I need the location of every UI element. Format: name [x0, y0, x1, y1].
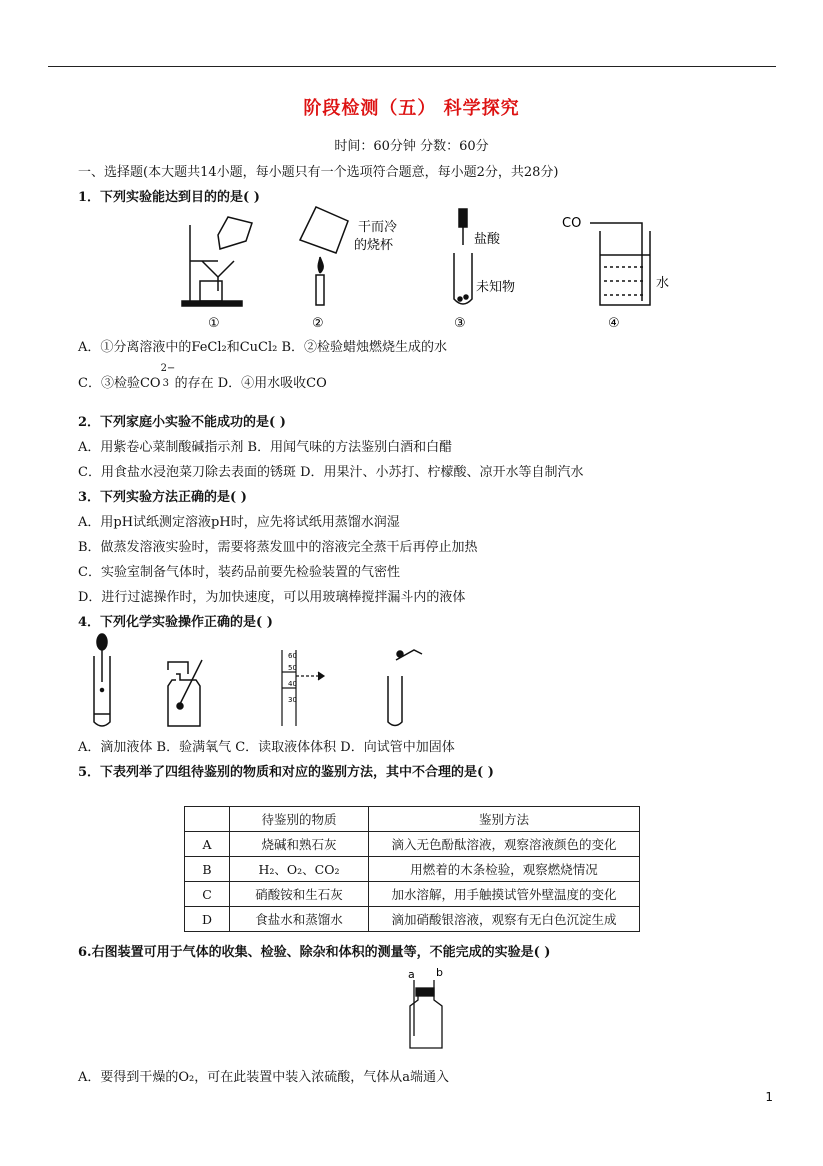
table-header-cell: 鉴别方法 — [369, 807, 640, 832]
co-label: CO — [562, 216, 582, 231]
table-header-row — [185, 807, 640, 832]
page-number: 1 — [765, 1090, 773, 1104]
table-row: C 硝酸铵和生石灰 加水溶解，用手触摸试管外壁温度的变化 — [185, 882, 640, 907]
water-label: 水 — [656, 276, 670, 291]
scale-60: 60 — [288, 652, 297, 660]
q1-options-cd — [78, 363, 327, 391]
dropper-figure — [94, 634, 110, 726]
q1-options-ab: A．①分离溶液中的FeCl₂和CuCl₂ B．②检验蜡烛燃烧生成的水 — [78, 340, 448, 355]
candle-beaker — [300, 207, 348, 305]
q4-options: A．滴加液体 B．验满氧气 C．读取液体体积 D．向试管中加固体 — [78, 740, 455, 755]
time-score: 时间：60分钟 分数：60分 — [334, 139, 489, 154]
q3-option-b: B．做蒸发溶液实验时，需要将蒸发皿中的溶液完全蒸干后再停止加热 — [78, 540, 478, 555]
fig-num-2: ② — [312, 316, 324, 331]
table-header-cell: 待鉴别的物质 — [230, 807, 369, 832]
test-tube-acid — [454, 209, 472, 304]
table-header-cell — [185, 807, 230, 832]
scale-40: 40 — [288, 680, 297, 688]
fig-num-4: ④ — [608, 316, 620, 331]
q2-options-cd: C．用食盐水浸泡菜刀除去表面的锈斑 D．用果汁、小苏打、柠檬酸、凉开水等自制汽水 — [78, 465, 584, 480]
oxygen-bottle-figure — [168, 660, 202, 726]
q2-stem: 2．下列家庭小实验不能成功的是( ) — [78, 415, 286, 430]
q1-option-c-sup: 2− — [160, 363, 176, 374]
q5-stem: 5．下表列举了四组待鉴别的物质和对应的鉴别方法，其中不合理的是( ) — [78, 765, 494, 780]
port-a-label: a — [408, 968, 415, 981]
port-b-label: b — [436, 966, 443, 979]
q3-option-a: A．用pH试纸测定溶液pH时，应先将试纸用蒸馏水润湿 — [78, 515, 400, 530]
header-rule — [48, 66, 776, 67]
table-row: D 食盐水和蒸馏水 滴加硝酸银溶液，观察有无白色沉淀生成 — [185, 907, 640, 932]
q3-option-c: C．实验室制备气体时，装药品前要先检验装置的气密性 — [78, 565, 400, 580]
table-row: A 烧碱和熟石灰 滴入无色酚酞溶液，观察溶液颜色的变化 — [185, 832, 640, 857]
scale-50: 50 — [288, 664, 297, 672]
unknown-label: 未知物 — [476, 280, 516, 295]
q3-option-d: D．进行过滤操作时，为加快速度，可以用玻璃棒搅拌漏斗内的液体 — [78, 590, 466, 605]
q6-option-a: A．要得到干燥的O₂，可在此装置中装入浓硫酸，气体从a端通入 — [78, 1070, 450, 1085]
q2-options-ab: A．用紫卷心菜制酸碱指示剂 B．用闻气味的方法鉴别白酒和白醋 — [78, 440, 453, 455]
q1-option-c: C．③检验CO — [78, 376, 161, 391]
q1-stem: 1．下列实验能达到目的的是( ) — [78, 190, 260, 205]
section-heading: 一、选择题(本大题共14小题，每小题只有一个选项符合题意，每小题2分，共28分) — [78, 165, 559, 180]
q4-figures — [84, 630, 444, 732]
table-row: B H₂、O₂、CO₂ 用燃着的木条检验，观察燃烧情况 — [185, 857, 640, 882]
page-title: 阶段检测（五） 科学探究 — [303, 98, 520, 119]
co-water-beaker — [590, 223, 650, 305]
q1-option-c-sub: 3 — [162, 378, 169, 389]
q5-table — [184, 806, 640, 932]
fig-num-3: ③ — [454, 316, 466, 331]
q6-stem: 6.右图装置可用于气体的收集、检验、除杂和体积的测量等，不能完成的实验是( ) — [78, 945, 551, 960]
gas-bottle-figure — [396, 966, 456, 1052]
fig-num-1: ① — [208, 316, 220, 331]
filtration-apparatus — [182, 217, 252, 306]
cup-label-2: 的烧杯 — [354, 238, 394, 253]
acid-label: 盐酸 — [474, 232, 501, 247]
scale-30: 30 — [288, 696, 297, 704]
q1-option-d: 的存在 D．④用水吸收CO — [174, 376, 327, 391]
solid-addition-figure — [388, 650, 422, 726]
q4-stem: 4．下列化学实验操作正确的是( ) — [78, 615, 273, 630]
cup-label-1: 干而冷 — [358, 220, 398, 235]
q3-stem: 3．下列实验方法正确的是( ) — [78, 490, 247, 505]
cylinder-figure — [282, 650, 324, 726]
q1-figures — [170, 205, 690, 335]
